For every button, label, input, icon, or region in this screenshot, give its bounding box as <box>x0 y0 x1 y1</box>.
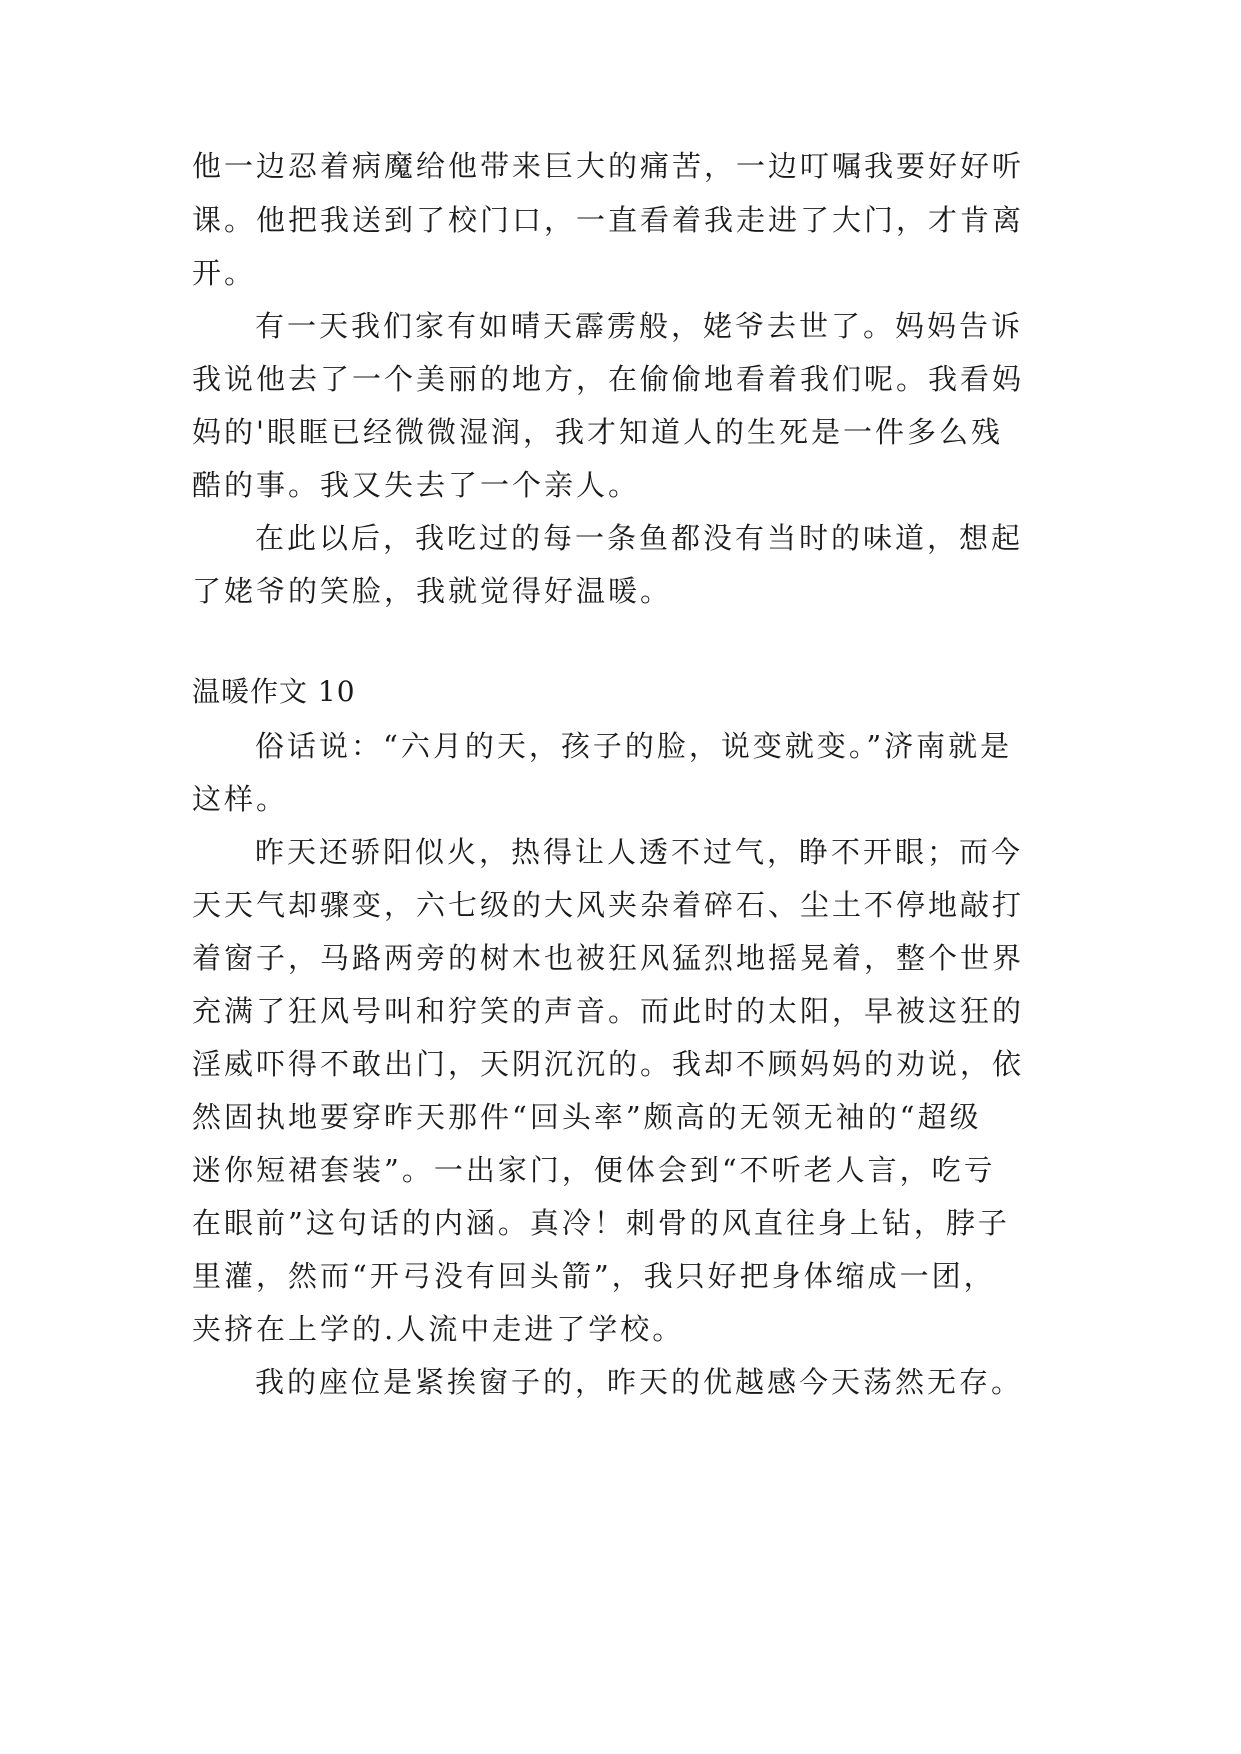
paragraph-line: 他一边忍着病魔给他带来巨大的痛苦，一边叮嘱我要好好听 <box>192 149 1025 183</box>
paragraph-line: 天天气却骤变，六七级的大风夹杂着碎石、尘土不停地敲打 <box>192 888 1025 922</box>
paragraph-line: 有一天我们家有如晴天霹雳般，姥爷去世了。妈妈告诉 <box>255 309 1024 343</box>
paragraph-line: 里灌，然而“开弓没有回头箭”，我只好把身体缩成一团， <box>192 1259 996 1293</box>
paragraph-line: 课。他把我送到了校门口，一直看着我走进了大门，才肯离 <box>192 203 1025 237</box>
paragraph-line: 充满了狂风号叫和狞笑的声音。而此时的太阳，早被这狂的 <box>192 994 1025 1028</box>
paragraph-line: 淫威吓得不敢出门，天阴沉沉的。我却不顾妈妈的劝说，依 <box>192 1047 1025 1081</box>
paragraph-line: 了姥爷的笑脸，我就觉得好温暖。 <box>192 574 673 608</box>
paragraph-line: 我的座位是紧挨窗子的，昨天的优越感今天荡然无存。 <box>255 1365 1024 1399</box>
paragraph-line: 在此以后，我吃过的每一条鱼都没有当时的味道，想起 <box>255 521 1024 555</box>
paragraph-line: 俗话说：“六月的天，孩子的脸，说变就变。”济南就是 <box>255 729 1013 763</box>
paragraph-line: 开。 <box>192 256 257 290</box>
paragraph-line: 着窗子，马路两旁的树木也被狂风猛烈地摇晃着，整个世界 <box>192 941 1025 975</box>
paragraph-line: 在眼前”这句话的内涵。真冷！刺骨的风直往身上钻，脖子 <box>192 1206 1010 1240</box>
paragraph-line: 迷你短裙套装”。一出家门，便体会到“不听老人言，吃亏 <box>192 1153 996 1187</box>
paragraph-line: 酷的事。我又失去了一个亲人。 <box>192 468 641 502</box>
paragraph-line: 这样。 <box>192 782 289 816</box>
paragraph-line: 妈的'眼眶已经微微湿润，我才知道人的生死是一件多么残 <box>192 415 1003 449</box>
paragraph-line: 昨天还骄阳似火，热得让人透不过气，睁不开眼；而今 <box>255 835 1024 869</box>
paragraph-line: 然固执地要穿昨天那件“回头率”颇高的无领无袖的“超级 <box>192 1100 982 1134</box>
paragraph-line: 我说他去了一个美丽的地方，在偷偷地看着我们呢。我看妈 <box>192 362 1025 396</box>
section-heading: 温暖作文 10 <box>192 675 356 708</box>
paragraph-line: 夹挤在上学的.人流中走进了学校。 <box>192 1312 685 1346</box>
